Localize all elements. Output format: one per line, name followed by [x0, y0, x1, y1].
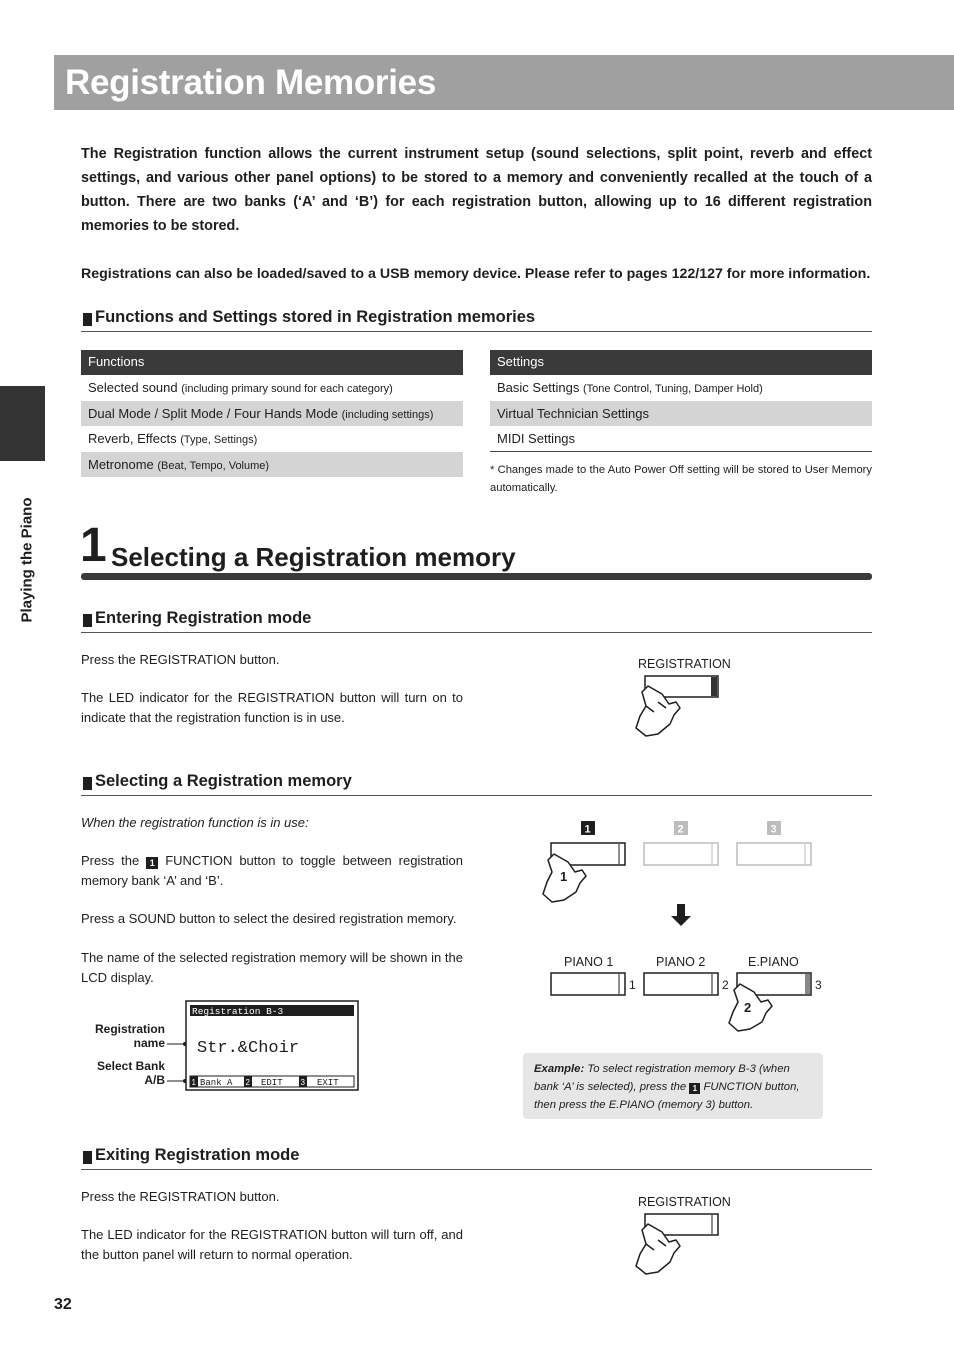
selecting-sound-step: Press a SOUND button to select the desired registration memory.: [81, 911, 457, 926]
function-button-2: [644, 843, 718, 865]
section-title: Selecting a Registration memory: [111, 542, 516, 572]
heading-square-icon: [83, 614, 92, 627]
chapter-tab: [0, 386, 45, 461]
led-indicator-on: [711, 677, 717, 696]
intro-paragraph: The Registration function allows the current instrument setup (sound selections, split point, reverb and effect settings, and various other panel options) to be stored to a memory and conveniently recalled at the touch of a button. There are two banks (‘A’ and ‘B’) for each registration button, allowing up to 16 different registration memories to be stored.: [81, 146, 872, 234]
table-row: Selected sound (including primary sound for each category): [88, 380, 393, 395]
lcd-softkey-exit: EXIT: [317, 1078, 339, 1088]
svg-text:1: 1: [584, 823, 591, 836]
sound-button-label: PIANO 2: [656, 955, 706, 969]
registration-button-label: REGISTRATION: [638, 657, 731, 671]
settings-header: Settings: [490, 350, 872, 375]
led-indicator-on: [805, 974, 810, 994]
settings-table: [490, 350, 872, 452]
function-button-3: [737, 843, 811, 865]
label-registration-name: Registration name: [94, 1022, 165, 1050]
chapter-label: Playing the Piano: [18, 497, 36, 623]
example-note: Example: To select registration memory B-3 (when bank ‘A’ is selected), press the 1 FUNCTION button, then press the E.PIANO (memory 3) button.: [523, 1053, 823, 1119]
svg-text:2: 2: [677, 823, 684, 836]
section-number: 1: [80, 519, 107, 572]
svg-text:3: 3: [770, 823, 777, 836]
table-row: Virtual Technician Settings: [490, 401, 872, 427]
exiting-led-note: The LED indicator for the REGISTRATION button will turn off, and the button panel will return to normal operation.: [81, 1227, 463, 1262]
table-row: Dual Mode / Split Mode / Four Hands Mode (including settings): [81, 401, 463, 427]
section-rule: [81, 573, 872, 580]
table-row: MIDI Settings: [490, 426, 872, 452]
label-select-bank: Select Bank A/B: [96, 1059, 165, 1087]
down-arrow-icon: [671, 904, 691, 926]
stored-section-heading: Functions and Settings stored in Registration memories: [81, 306, 872, 332]
function-key-1-icon: 1: [689, 1083, 700, 1094]
entering-heading: Entering Registration mode: [81, 607, 872, 633]
table-row: Basic Settings (Tone Control, Tuning, Damper Hold): [497, 380, 763, 395]
entering-step: Press the REGISTRATION button.: [81, 652, 280, 667]
exiting-step: Press the REGISTRATION button.: [81, 1189, 280, 1204]
heading-square-icon: [83, 313, 92, 326]
table-row: Metronome (Beat, Tempo, Volume): [81, 452, 463, 478]
svg-text:1: 1: [629, 978, 636, 992]
selecting-condition: When the registration function is in use:: [81, 815, 309, 830]
svg-text:1: 1: [191, 1078, 196, 1087]
lcd-softkey-bank: Bank A: [200, 1078, 233, 1088]
svg-text:3: 3: [815, 978, 822, 992]
lcd-softkey-edit: EDIT: [261, 1078, 283, 1088]
lcd-header: Registration B-3: [192, 1006, 284, 1017]
button-sequence-illustration: [540, 818, 830, 1033]
registration-button-illustration: [628, 652, 738, 744]
intro-usb-note: Registrations can also be loaded/saved to a USB memory device. Please refer to pages 122/127 for more information.: [81, 266, 871, 282]
function-key-1-icon: 1: [146, 857, 158, 869]
finger-number: 1: [560, 869, 568, 884]
sound-button-label: E.PIANO: [748, 955, 799, 969]
lcd-registration-name: Str.&Choir: [197, 1039, 300, 1058]
sound-button-piano1: [551, 973, 625, 995]
svg-text:2: 2: [722, 978, 729, 992]
table-row: Reverb, Effects (Type, Settings): [88, 431, 258, 446]
selecting-heading: Selecting a Registration memory: [81, 770, 872, 796]
heading-square-icon: [83, 777, 92, 790]
sound-button-piano2: [644, 973, 718, 995]
svg-text:3: 3: [300, 1078, 305, 1087]
sound-button-label: PIANO 1: [564, 955, 614, 969]
selecting-bank-step: Press the 1 FUNCTION button to toggle between registration memory bank ‘A’ and ‘B’.: [81, 853, 463, 888]
entering-led-note: The LED indicator for the REGISTRATION button will turn on to indicate that the registration function is in use.: [81, 690, 463, 725]
lcd-display: [165, 998, 365, 1094]
finger-number: 2: [744, 1000, 752, 1015]
registration-button-illustration: [628, 1190, 738, 1282]
exiting-heading: Exiting Registration mode: [81, 1144, 872, 1170]
functions-header: Functions: [81, 350, 463, 375]
registration-button-label: REGISTRATION: [638, 1195, 731, 1209]
title-bar: [54, 55, 954, 110]
page-number: 32: [54, 1296, 72, 1313]
selecting-lcd-note: The name of the selected registration memory will be shown in the LCD display.: [81, 950, 463, 985]
functions-table: [81, 350, 463, 477]
settings-footnote: * Changes made to the Auto Power Off setting will be stored to User Memory automatically.: [490, 464, 872, 494]
page-title: Registration Memories: [65, 63, 437, 102]
svg-text:2: 2: [245, 1078, 250, 1087]
heading-square-icon: [83, 1151, 92, 1164]
